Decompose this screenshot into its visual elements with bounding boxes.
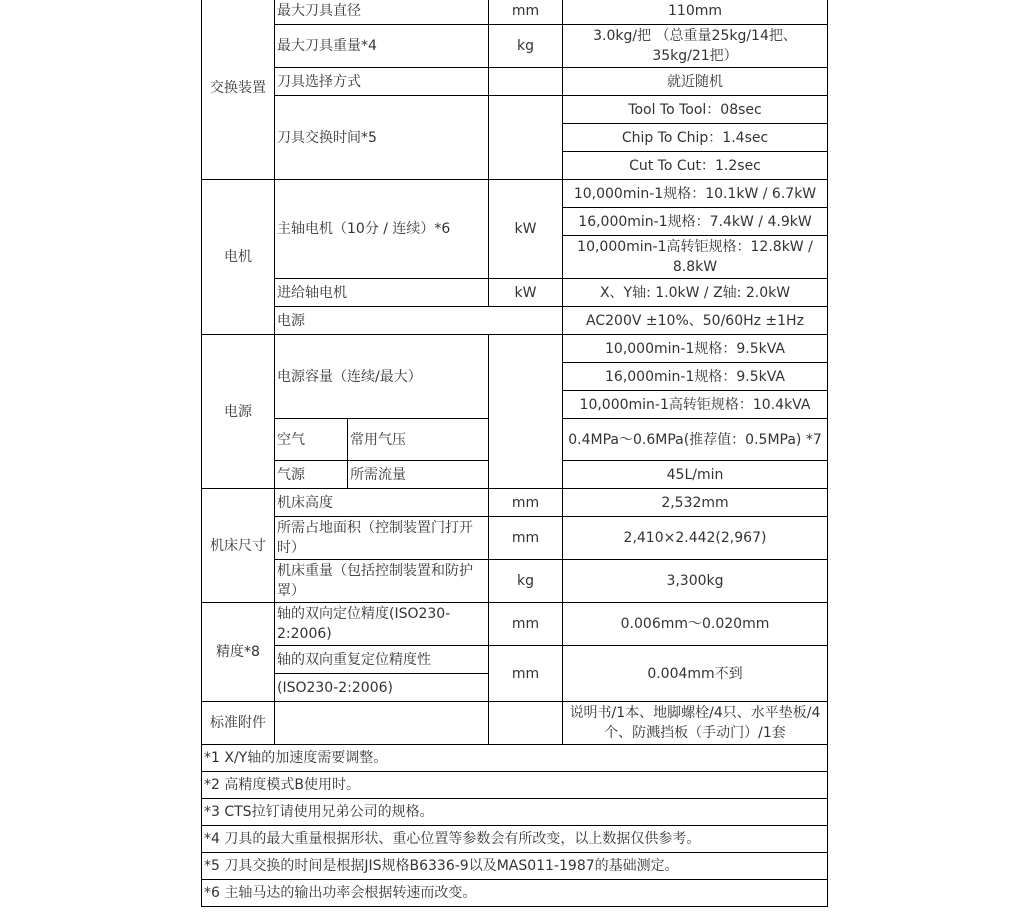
value-cell: 3.0kg/把 （总重量25kg/14把、35kg/21把） [563, 25, 828, 68]
unit-cell: kg [489, 560, 563, 603]
table-row [202, 279, 828, 307]
table-row [202, 603, 828, 646]
table-row [202, 335, 828, 363]
note-row [202, 799, 828, 826]
table-row [202, 0, 828, 25]
value-cell: 10,000min-1规格：9.5kVA [563, 335, 828, 363]
value-cell: 2,532mm [563, 489, 828, 517]
spec-table [201, 0, 828, 907]
table-row [202, 560, 828, 603]
category-cell: 标准附件 [202, 702, 275, 745]
footnote: *2 高精度模式B使用时。 [202, 772, 828, 799]
table-row [202, 25, 828, 68]
unit-cell: mm [489, 603, 563, 646]
category-cell: 机床尺寸 [202, 489, 275, 603]
item-cell: 空气 [275, 419, 348, 461]
unit-cell [489, 96, 563, 180]
item-cell: 气源 [275, 461, 348, 489]
note-row [202, 745, 828, 772]
value-cell: 16,000min-1规格：9.5kVA [563, 363, 828, 391]
note-row [202, 853, 828, 880]
footnote: *4 刀具的最大重量根据形状、重心位置等参数会有所改变，以上数据仅供参考。 [202, 826, 828, 853]
item-cell: 刀具交换时间*5 [275, 96, 489, 180]
category-cell: 交换装置 [202, 0, 275, 180]
value-cell: 110mm [563, 0, 828, 25]
table-row [202, 646, 828, 674]
value-cell: AC200V ±10%、50/60Hz ±1Hz [563, 307, 828, 335]
value-cell: 16,000min-1规格：7.4kW / 4.9kW [563, 208, 828, 236]
unit-cell: mm [489, 489, 563, 517]
unit-cell: mm [489, 517, 563, 560]
item-cell: 轴的双向重复定位精度性 [275, 646, 489, 674]
value-cell: Tool To Tool：08sec [563, 96, 828, 124]
item-cell: 机床高度 [275, 489, 489, 517]
unit-cell [489, 68, 563, 96]
sub-item-cell: 常用气压 [348, 419, 489, 461]
value-cell: 0.004mm不到 [563, 646, 828, 702]
value-cell: 0.006mm～0.020mm [563, 603, 828, 646]
value-cell: 10,000min-1高转钜规格：10.4kVA [563, 391, 828, 419]
unit-cell [489, 702, 563, 745]
value-cell: 10,000min-1规格：10.1kW / 6.7kW [563, 180, 828, 208]
item-cell [275, 702, 489, 745]
category-cell: 电机 [202, 180, 275, 335]
value-cell: 说明书/1本、地脚螺栓/4只、水平垫板/4个、防溅挡板（手动门）/1套 [563, 702, 828, 745]
item-cell: 所需占地面积（控制装置门打开时） [275, 517, 489, 560]
value-cell: X、Y轴: 1.0kW / Z轴: 2.0kW [563, 279, 828, 307]
category-cell: 电源 [202, 335, 275, 489]
note-row [202, 880, 828, 907]
table-row [202, 702, 828, 745]
table-row [202, 180, 828, 208]
item-cell: 刀具选择方式 [275, 68, 489, 96]
item-cell: 最大刀具重量*4 [275, 25, 489, 68]
value-cell: 0.4MPa～0.6MPa(推荐值：0.5MPa) *7 [563, 419, 828, 461]
item-cell: 主轴电机（10分 / 连续）*6 [275, 180, 489, 279]
unit-cell: mm [489, 0, 563, 25]
value-cell: 2,410×2.442(2,967) [563, 517, 828, 560]
unit-cell: kW [489, 279, 563, 307]
note-row [202, 772, 828, 799]
table-row [202, 68, 828, 96]
table-row [202, 517, 828, 560]
category-cell: 精度*8 [202, 603, 275, 702]
unit-cell [489, 335, 563, 489]
item-cell: 电源容量（连续/最大） [275, 335, 489, 419]
unit-cell: mm [489, 646, 563, 702]
footnote: *6 主轴马达的输出功率会根据转速而改变。 [202, 880, 828, 907]
item-cell: 最大刀具直径 [275, 0, 489, 25]
footnote: *1 X/Y轴的加速度需要调整。 [202, 745, 828, 772]
item-cell: 机床重量（包括控制装置和防护罩） [275, 560, 489, 603]
table-row [202, 96, 828, 124]
value-cell: Cut To Cut：1.2sec [563, 152, 828, 180]
item-cell: 电源 [275, 307, 563, 335]
unit-cell: kg [489, 25, 563, 68]
table-row [202, 489, 828, 517]
footnote: *5 刀具交换的时间是根据JIS规格B6336-9以及MAS011-1987的基础测定。 [202, 853, 828, 880]
item-cell: (ISO230-2:2006) [275, 674, 489, 702]
unit-cell: kW [489, 180, 563, 279]
value-cell: 45L/min [563, 461, 828, 489]
item-cell: 进给轴电机 [275, 279, 489, 307]
table-row [202, 307, 828, 335]
footnote: *3 CTS拉钉请使用兄弟公司的规格。 [202, 799, 828, 826]
value-cell: 10,000min-1高转钜规格：12.8kW / 8.8kW [563, 236, 828, 279]
item-cell: 轴的双向定位精度(ISO230-2:2006) [275, 603, 489, 646]
note-row [202, 826, 828, 853]
value-cell: 就近随机 [563, 68, 828, 96]
value-cell: Chip To Chip：1.4sec [563, 124, 828, 152]
sub-item-cell: 所需流量 [348, 461, 489, 489]
value-cell: 3,300kg [563, 560, 828, 603]
